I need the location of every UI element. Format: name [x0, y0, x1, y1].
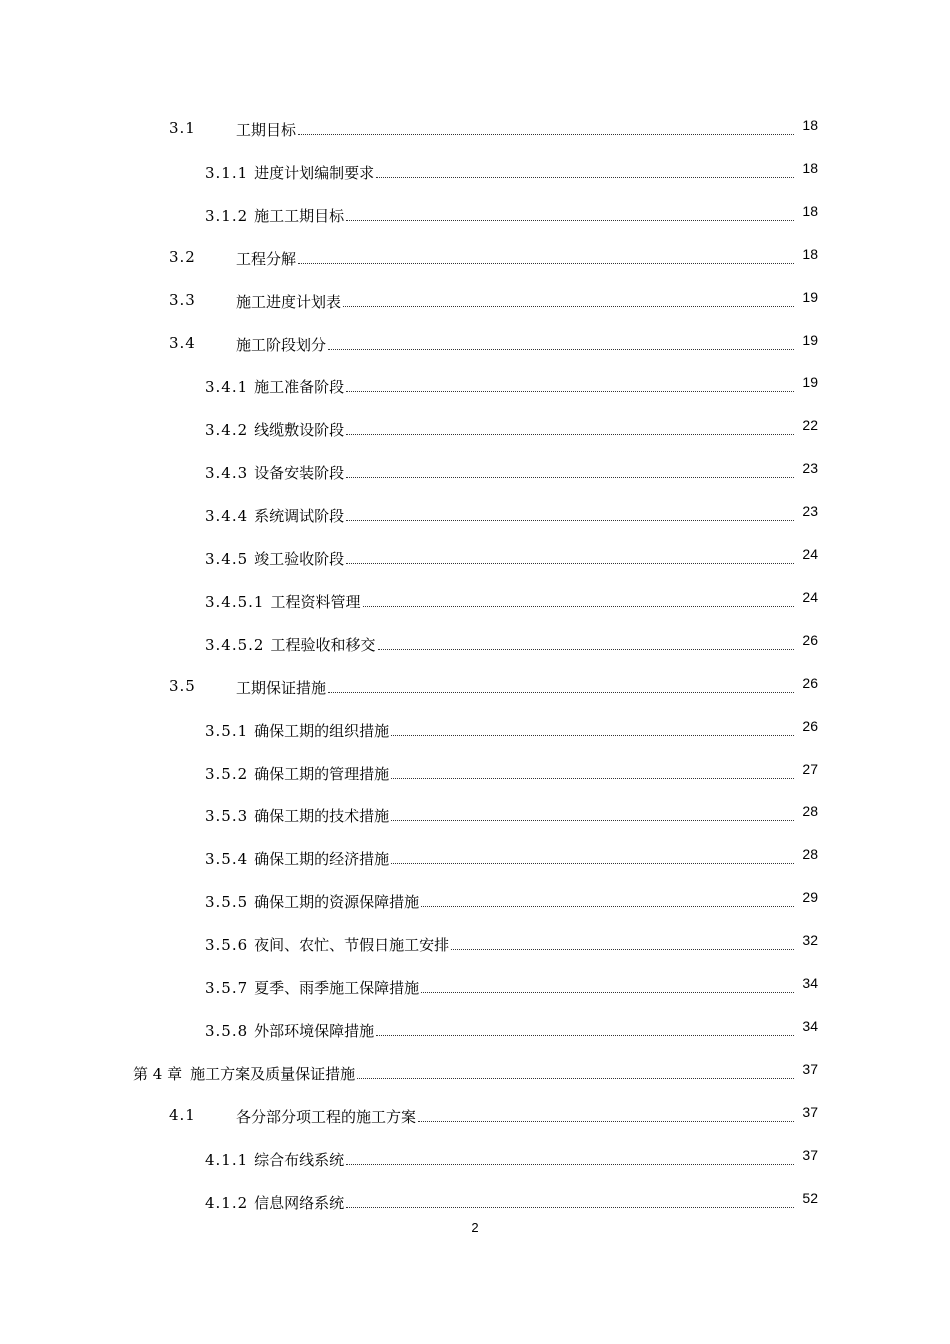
toc-entry-title: 确保工期的资源保障措施	[254, 893, 420, 911]
toc-entry-title: 工期目标	[236, 121, 297, 139]
toc-entry-page: 37	[802, 1147, 818, 1163]
toc-entry[interactable]	[0, 288, 818, 312]
dot-leader	[357, 1078, 794, 1079]
toc-entry-page: 18	[802, 246, 818, 262]
dot-leader	[363, 606, 795, 607]
toc-entry-title: 施工方案及质量保证措施	[190, 1065, 356, 1083]
toc-entry-number: 3.3	[169, 291, 196, 309]
toc-entry-title: 确保工期的技术措施	[254, 807, 390, 825]
dot-leader	[346, 520, 794, 521]
toc-entry[interactable]	[0, 631, 818, 655]
toc-entry-page: 28	[802, 803, 818, 819]
dot-leader	[343, 306, 794, 307]
toc-entry[interactable]	[0, 545, 818, 569]
toc-entry[interactable]	[0, 416, 818, 440]
toc-entry-number: 3.4.1	[205, 378, 249, 396]
toc-entry[interactable]	[0, 245, 818, 269]
toc-entry-title: 确保工期的组织措施	[254, 722, 390, 740]
toc-entry[interactable]	[0, 159, 818, 183]
page-number: 2	[471, 1220, 479, 1235]
toc-entry-page: 29	[802, 889, 818, 905]
dot-leader	[298, 134, 794, 135]
toc-entry[interactable]	[0, 1103, 818, 1127]
toc-entry-title: 进度计划编制要求	[254, 164, 375, 182]
toc-entry-title: 信息网络系统	[254, 1194, 345, 1212]
toc-entry-page: 19	[802, 374, 818, 390]
toc-entry[interactable]	[0, 202, 818, 226]
toc-entry-number: 3.1	[169, 119, 196, 137]
toc-entry-page: 37	[802, 1061, 818, 1077]
toc-entry-number: 3.5	[169, 677, 196, 695]
dot-leader	[328, 349, 794, 350]
dot-leader	[346, 563, 794, 564]
toc-entry-title: 工期保证措施	[236, 679, 327, 697]
dot-leader	[346, 1164, 794, 1165]
toc-entry-title: 工程资料管理	[270, 593, 361, 611]
toc-entry[interactable]	[0, 845, 818, 869]
toc-entry-title: 施工工期目标	[254, 207, 345, 225]
dot-leader	[346, 434, 794, 435]
toc-entry-number: 4.1	[169, 1106, 196, 1124]
toc-entry-page: 32	[802, 932, 818, 948]
toc-entry-title: 夏季、雨季施工保障措施	[254, 979, 420, 997]
toc-entry-title: 施工阶段划分	[236, 336, 327, 354]
toc-entry-page: 22	[802, 417, 818, 433]
toc-entry-page: 19	[802, 332, 818, 348]
toc-entry[interactable]	[0, 717, 818, 741]
dot-leader	[421, 906, 794, 907]
toc-entry-page: 26	[802, 632, 818, 648]
dot-leader	[391, 735, 794, 736]
toc-entry-title: 系统调试阶段	[254, 507, 345, 525]
toc-entry[interactable]	[0, 116, 818, 140]
toc-entry[interactable]	[0, 1189, 818, 1213]
toc-entry[interactable]	[0, 331, 818, 355]
toc-entry-number: 3.4.3	[205, 464, 249, 482]
toc-entry-page: 18	[802, 117, 818, 133]
toc-entry-title: 工程验收和移交	[270, 636, 376, 654]
toc-entry-title: 施工进度计划表	[236, 293, 342, 311]
toc-entry-number: 3.4.5.1	[205, 593, 265, 611]
toc-entry-page: 23	[802, 460, 818, 476]
toc-entry-page: 34	[802, 1018, 818, 1034]
toc-entry-title: 综合布线系统	[254, 1151, 345, 1169]
toc-entry-page: 18	[802, 160, 818, 176]
toc-entry-number: 3.5.4	[205, 850, 249, 868]
toc-entry-number: 4.1.2	[205, 1194, 249, 1212]
toc-entry-number: 3.4	[169, 334, 196, 352]
toc-entry-page: 28	[802, 846, 818, 862]
toc-entry[interactable]	[0, 760, 818, 784]
toc-entry-title: 线缆敷设阶段	[254, 421, 345, 439]
toc-entry-number: 3.5.8	[205, 1022, 249, 1040]
toc-entry-number: 3.5.5	[205, 893, 249, 911]
toc-entry-title: 设备安装阶段	[254, 464, 345, 482]
toc-entry-title: 工程分解	[236, 250, 297, 268]
toc-entry-page: 26	[802, 675, 818, 691]
toc-entry[interactable]	[0, 1146, 818, 1170]
dot-leader	[376, 177, 794, 178]
toc-entry-number: 3.1.1	[205, 164, 249, 182]
toc-entry-page: 34	[802, 975, 818, 991]
toc-entry[interactable]	[0, 1060, 818, 1084]
dot-leader	[391, 778, 794, 779]
toc-entry-title: 各分部分项工程的施工方案	[236, 1108, 417, 1126]
dot-leader	[391, 863, 794, 864]
toc-entry-number: 3.5.1	[205, 722, 249, 740]
toc-entry-number: 第 4 章	[133, 1065, 183, 1083]
toc-entry-number: 3.1.2	[205, 207, 249, 225]
dot-leader	[346, 220, 794, 221]
toc-entry-page: 19	[802, 289, 818, 305]
dot-leader	[451, 949, 794, 950]
dot-leader	[298, 263, 794, 264]
toc-entry[interactable]	[0, 888, 818, 912]
toc-entry[interactable]	[0, 1017, 818, 1041]
toc-entry[interactable]	[0, 674, 818, 698]
toc-entry-page: 26	[802, 718, 818, 734]
toc-entry[interactable]	[0, 974, 818, 998]
toc-entry-title: 确保工期的经济措施	[254, 850, 390, 868]
toc-entry-title: 外部环境保障措施	[254, 1022, 375, 1040]
toc-entry-title: 夜间、农忙、节假日施工安排	[254, 936, 450, 954]
toc-entry-page: 18	[802, 203, 818, 219]
toc-entry-number: 3.4.5	[205, 550, 249, 568]
dot-leader	[376, 1035, 794, 1036]
toc-entry-number: 3.4.2	[205, 421, 249, 439]
dot-leader	[346, 391, 794, 392]
toc-entry-title: 施工准备阶段	[254, 378, 345, 396]
dot-leader	[378, 649, 795, 650]
toc-entry-number: 3.4.4	[205, 507, 249, 525]
toc-entry-page: 24	[802, 589, 818, 605]
toc-entry[interactable]	[0, 502, 818, 526]
toc-entry-number: 3.5.6	[205, 936, 249, 954]
dot-leader	[346, 1207, 794, 1208]
toc-entry-number: 3.4.5.2	[205, 636, 265, 654]
toc-entry-number: 3.5.2	[205, 765, 249, 783]
toc-entry-number: 4.1.1	[205, 1151, 249, 1169]
toc-entry-title: 竣工验收阶段	[254, 550, 345, 568]
dot-leader	[328, 692, 794, 693]
toc-entry-page: 24	[802, 546, 818, 562]
toc-entry[interactable]	[0, 459, 818, 483]
toc-entry-page: 52	[802, 1190, 818, 1206]
toc-entry-number: 3.2	[169, 248, 196, 266]
toc-entry[interactable]	[0, 931, 818, 955]
toc-entry-page: 27	[802, 761, 818, 777]
toc-entry[interactable]	[0, 802, 818, 826]
dot-leader	[391, 820, 794, 821]
toc-entry-page: 37	[802, 1104, 818, 1120]
toc-entry-number: 3.5.7	[205, 979, 249, 997]
toc-entry-page: 23	[802, 503, 818, 519]
toc-entry-number: 3.5.3	[205, 807, 249, 825]
dot-leader	[418, 1121, 794, 1122]
dot-leader	[421, 992, 794, 993]
toc-entry[interactable]	[0, 588, 818, 612]
dot-leader	[346, 477, 794, 478]
toc-entry-title: 确保工期的管理措施	[254, 765, 390, 783]
toc-entry[interactable]	[0, 373, 818, 397]
